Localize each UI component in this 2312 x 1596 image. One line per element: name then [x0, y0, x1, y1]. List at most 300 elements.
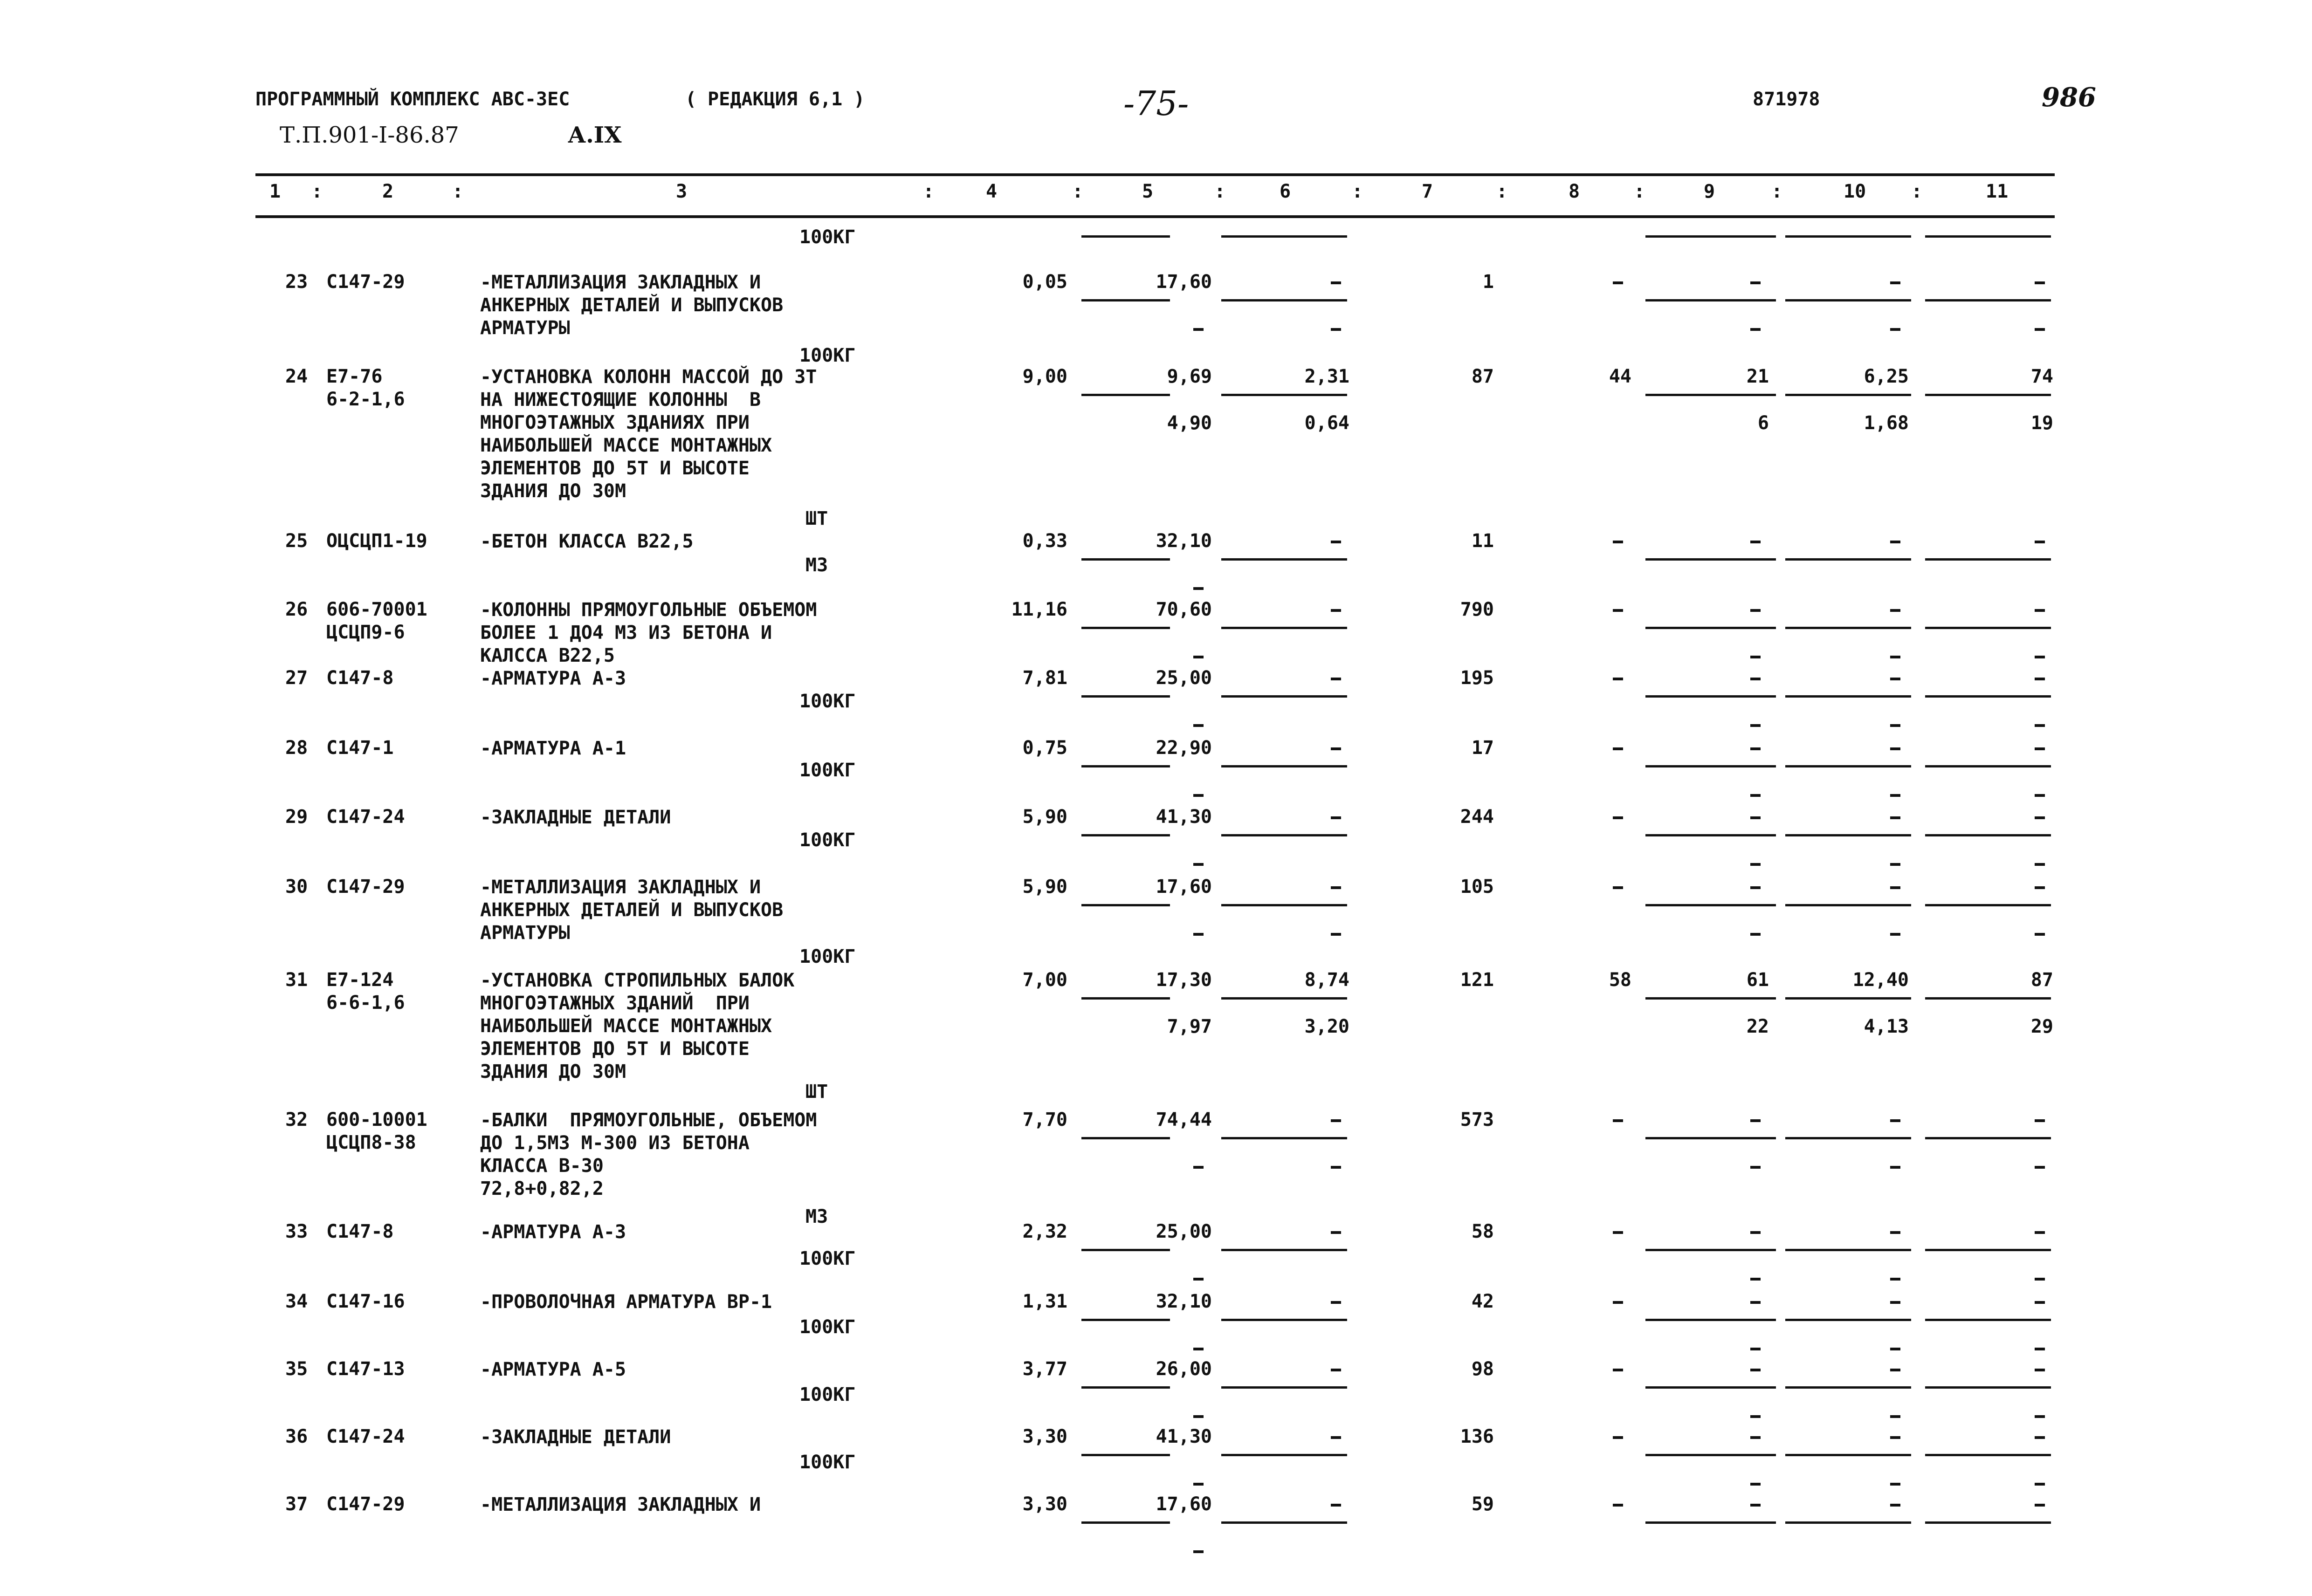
- quantity: 0,75: [1022, 737, 1067, 759]
- total-labor: [2035, 678, 2045, 680]
- quantity: 0,05: [1022, 271, 1067, 293]
- machine-cost: [1750, 747, 1761, 750]
- table-header-rule: [255, 215, 2055, 218]
- album-label: А.IX: [568, 122, 622, 148]
- machine-cost-secondary: [1750, 328, 1761, 331]
- row-number: 32: [285, 1109, 308, 1130]
- cell-rule: [1081, 997, 1170, 1000]
- cell-rule: [1221, 834, 1347, 836]
- cell-rule: [1081, 627, 1170, 629]
- unit-cost-secondary: [1193, 1483, 1204, 1486]
- labor-hours: [1890, 281, 1900, 284]
- cell-rule: [1785, 765, 1911, 767]
- row-number: 26: [285, 599, 308, 620]
- total-labor-secondary: [2035, 1415, 2045, 1418]
- wage-cost: [1331, 886, 1341, 889]
- total-cost: 87: [1471, 366, 1494, 387]
- quantity: 7,81: [1022, 667, 1067, 689]
- unit-cost: 41,30: [1156, 806, 1212, 828]
- total-cost: 105: [1460, 876, 1494, 897]
- unit-label: 100КГ: [799, 345, 856, 366]
- rate-code: ЦСЦП9-6: [326, 622, 405, 643]
- total-wages: [1613, 609, 1623, 612]
- program-title: ПРОГРАММНЫЙ КОМПЛЕКС АВС-ЗЕС: [255, 89, 570, 110]
- rate-code: ОЦСЦП1-19: [326, 530, 427, 552]
- cell-rule: [1925, 1521, 2051, 1524]
- total-labor: [2035, 886, 2045, 889]
- total-labor-secondary: [2035, 794, 2045, 797]
- cell-rule: [1925, 1137, 2051, 1139]
- cell-rule: [1221, 394, 1347, 396]
- wage-cost-secondary: 0,64: [1304, 412, 1349, 434]
- row-number: 27: [285, 667, 308, 689]
- wage-cost-secondary: [1331, 328, 1341, 331]
- quantity: 7,70: [1022, 1109, 1067, 1130]
- total-labor: [2035, 281, 2045, 284]
- row-number: 29: [285, 806, 308, 828]
- rate-code: 6-2-1,6: [326, 389, 405, 410]
- total-labor-secondary: 19: [2030, 412, 2053, 434]
- cell-rule: [1081, 1386, 1170, 1389]
- rate-code: С147-24: [326, 806, 405, 828]
- column-header-5: 5: [1142, 181, 1154, 202]
- machine-cost-secondary: [1750, 1483, 1761, 1486]
- wage-cost: [1331, 1504, 1341, 1507]
- total-wages: [1613, 281, 1623, 284]
- column-separator: :: [311, 181, 323, 202]
- work-description: -МЕТАЛЛИЗАЦИЯ ЗАКЛАДНЫХ И: [480, 1494, 761, 1515]
- quantity: 5,90: [1022, 806, 1067, 828]
- cell-rule: [1221, 627, 1347, 629]
- row-number: 28: [285, 737, 308, 759]
- rate-code: Е7-124: [326, 969, 394, 991]
- total-labor-secondary: [2035, 863, 2045, 866]
- quantity: 11,16: [1011, 599, 1067, 620]
- cell-rule: [1785, 1137, 1911, 1139]
- machine-cost-secondary: [1750, 794, 1761, 797]
- machine-cost-secondary: [1750, 933, 1761, 936]
- labor-hours: [1890, 816, 1900, 819]
- machine-cost: [1750, 541, 1761, 543]
- cell-rule: [1081, 558, 1170, 561]
- total-labor: [2035, 1504, 2045, 1507]
- cell-rule: [1645, 695, 1776, 698]
- unit-cost-secondary: [1193, 587, 1204, 590]
- wage-cost: 2,31: [1304, 366, 1349, 387]
- cell-rule: [1221, 997, 1347, 1000]
- cell-rule: [1925, 997, 2051, 1000]
- unit-cost: 32,10: [1156, 530, 1212, 552]
- unit-label: 100КГ: [799, 1316, 856, 1338]
- table-top-rule: [255, 173, 2055, 176]
- machine-cost-secondary: [1750, 1166, 1761, 1169]
- work-description: -ЗАКЛАДНЫЕ ДЕТАЛИ: [480, 1426, 671, 1448]
- unit-label: 100КГ: [799, 1452, 856, 1473]
- quantity: 3,77: [1022, 1358, 1067, 1380]
- total-labor: [2035, 816, 2045, 819]
- wage-cost-secondary: [1331, 933, 1341, 936]
- total-cost: 11: [1471, 530, 1494, 552]
- unit-cost-secondary: [1193, 933, 1204, 936]
- cell-rule: [1785, 1454, 1911, 1456]
- wage-cost: [1331, 747, 1341, 750]
- cell-rule: [1785, 997, 1911, 1000]
- rate-code: С147-16: [326, 1291, 405, 1312]
- unit-label: М3: [805, 555, 828, 576]
- machine-cost-secondary: 6: [1757, 412, 1769, 434]
- unit-cost-secondary: [1193, 656, 1204, 658]
- work-description: -БАЛКИ ПРЯМОУГОЛЬНЫЕ, ОБЪЕМОМ ДО 1,5М3 М-300 ИЗ БЕТОНА КЛАССА В-30 72,8+0,82,2: [480, 1110, 817, 1199]
- labor-hours-secondary: [1890, 656, 1900, 658]
- quantity: 3,30: [1022, 1493, 1067, 1515]
- total-labor-secondary: [2035, 328, 2045, 331]
- cell-rule: [1221, 1521, 1347, 1524]
- unit-cost-secondary: [1193, 1550, 1204, 1553]
- cell-rule: [1925, 1386, 2051, 1389]
- machine-cost: [1750, 1119, 1761, 1122]
- total-wages: [1613, 1231, 1623, 1234]
- quantity: 5,90: [1022, 876, 1067, 897]
- column-separator: :: [1496, 181, 1508, 202]
- rate-code: Е7-76: [326, 366, 383, 387]
- labor-hours-secondary: [1890, 1483, 1900, 1486]
- machine-cost: 21: [1746, 366, 1769, 387]
- quantity: 7,00: [1022, 969, 1067, 991]
- cell-rule: [1645, 394, 1776, 396]
- unit-cost-secondary: [1193, 1278, 1204, 1281]
- total-wages: [1613, 1301, 1623, 1304]
- unit-cost-secondary: [1193, 794, 1204, 797]
- unit-cost-secondary: [1193, 328, 1204, 331]
- machine-cost: [1750, 609, 1761, 612]
- cell-rule: [1081, 1319, 1170, 1321]
- labor-hours-secondary: 4,13: [1864, 1016, 1909, 1037]
- cell-rule: [1925, 235, 2051, 238]
- labor-hours: [1890, 1231, 1900, 1234]
- cell-rule: [1785, 1319, 1911, 1321]
- rate-code: С147-8: [326, 667, 394, 689]
- cell-rule: [1221, 695, 1347, 698]
- cell-rule: [1785, 299, 1911, 301]
- document-reference: Т.П.901-I-86.87: [280, 122, 459, 148]
- cell-rule: [1081, 834, 1170, 836]
- total-cost: 17: [1471, 737, 1494, 759]
- cell-rule: [1925, 394, 2051, 396]
- total-cost: 42: [1471, 1291, 1494, 1312]
- labor-hours: [1890, 1119, 1900, 1122]
- edition-label: ( РЕДАКЦИЯ 6,1 ): [685, 89, 865, 110]
- unit-label: 100КГ: [799, 946, 856, 967]
- cell-rule: [1785, 834, 1911, 836]
- total-cost: 58: [1471, 1221, 1494, 1242]
- labor-hours-secondary: 1,68: [1864, 412, 1909, 434]
- cell-rule: [1081, 1137, 1170, 1139]
- total-labor-secondary: 29: [2030, 1016, 2053, 1037]
- cell-rule: [1645, 834, 1776, 836]
- machine-cost: [1750, 678, 1761, 680]
- column-separator: :: [452, 181, 464, 202]
- column-separator: :: [1634, 181, 1645, 202]
- work-description: -УСТАНОВКА СТРОПИЛЬНЫХ БАЛОК МНОГОЭТАЖНЫХ ЗДАНИЙ ПРИ НАИБОЛЬШЕЙ МАССЕ МОНТАЖНЫХ ЭЛЕМЕНТОВ ДО 5Т И ВЫСОТЕ ЗДАНИЯ ДО 30М: [480, 970, 795, 1082]
- unit-cost: 25,00: [1156, 667, 1212, 689]
- total-wages: 58: [1609, 969, 1631, 991]
- wage-cost-secondary: 3,20: [1304, 1016, 1349, 1037]
- unit-label: 100КГ: [799, 691, 856, 712]
- wage-cost: [1331, 281, 1341, 284]
- rate-code: 606-70001: [326, 599, 427, 620]
- total-labor: [2035, 1369, 2045, 1371]
- total-labor-secondary: [2035, 1483, 2045, 1486]
- cell-rule: [1785, 394, 1911, 396]
- total-cost: 790: [1460, 599, 1494, 620]
- cell-rule: [1221, 1454, 1347, 1456]
- work-description: -ПРОВОЛОЧНАЯ АРМАТУРА ВР-1: [480, 1291, 772, 1313]
- labor-hours-secondary: [1890, 1348, 1900, 1350]
- wage-cost: [1331, 1119, 1341, 1122]
- row-number: 33: [285, 1221, 308, 1242]
- column-header-4: 4: [986, 181, 998, 202]
- column-header-9: 9: [1704, 181, 1715, 202]
- cell-rule: [1221, 1137, 1347, 1139]
- work-description: -АРМАТУРА А-1: [480, 738, 626, 759]
- cell-rule: [1645, 1454, 1776, 1456]
- work-description: -УСТАНОВКА КОЛОНН МАССОЙ ДО 3Т НА НИЖЕСТОЯЩИЕ КОЛОННЫ В МНОГОЭТАЖНЫХ ЗДАНИЯХ ПРИ НАИБОЛЬШЕЙ МАССЕ МОНТАЖНЫХ ЭЛЕМЕНТОВ ДО 5Т И ВЫСОТЕ ЗДАНИЯ ДО 30М: [480, 366, 817, 502]
- cell-rule: [1081, 299, 1170, 301]
- cell-rule: [1645, 1386, 1776, 1389]
- machine-cost: [1750, 886, 1761, 889]
- cell-rule: [1925, 558, 2051, 561]
- cell-rule: [1081, 1521, 1170, 1524]
- cell-rule: [1081, 394, 1170, 396]
- rate-code: С147-24: [326, 1426, 405, 1447]
- wage-cost: 8,74: [1304, 969, 1349, 991]
- unit-label: 100КГ: [799, 829, 856, 851]
- labor-hours-secondary: [1890, 863, 1900, 866]
- labor-hours-secondary: [1890, 1415, 1900, 1418]
- machine-cost: [1750, 1504, 1761, 1507]
- cell-rule: [1081, 695, 1170, 698]
- total-wages: [1613, 541, 1623, 543]
- cell-rule: [1785, 627, 1911, 629]
- row-number: 25: [285, 530, 308, 552]
- machine-cost: [1750, 1231, 1761, 1234]
- labor-hours-secondary: [1890, 1278, 1900, 1281]
- total-labor: [2035, 609, 2045, 612]
- cell-rule: [1645, 1137, 1776, 1139]
- row-number: 35: [285, 1358, 308, 1380]
- cell-rule: [1645, 1319, 1776, 1321]
- column-header-8: 8: [1569, 181, 1580, 202]
- rate-code: С147-29: [326, 1493, 405, 1515]
- wage-cost: [1331, 1301, 1341, 1304]
- unit-cost-secondary: [1193, 1166, 1204, 1169]
- unit-cost: 17,60: [1156, 271, 1212, 293]
- unit-cost-secondary: 7,97: [1167, 1016, 1212, 1037]
- total-wages: [1613, 747, 1623, 750]
- work-description: -АРМАТУРА А-3: [480, 668, 626, 689]
- labor-hours: [1890, 1369, 1900, 1371]
- cell-rule: [1785, 904, 1911, 906]
- unit-cost: 70,60: [1156, 599, 1212, 620]
- wage-cost: [1331, 1436, 1341, 1439]
- rate-code: С147-13: [326, 1358, 405, 1380]
- machine-cost: [1750, 281, 1761, 284]
- cell-rule: [1221, 765, 1347, 767]
- page-number: -75-: [1123, 84, 1189, 123]
- wage-cost: [1331, 1369, 1341, 1371]
- rate-code: С147-8: [326, 1221, 394, 1242]
- quantity: 2,32: [1022, 1221, 1067, 1242]
- cell-rule: [1221, 1249, 1347, 1251]
- labor-hours: [1890, 1301, 1900, 1304]
- labor-hours: [1890, 747, 1900, 750]
- column-header-1: 1: [269, 181, 281, 202]
- total-labor: [2035, 1231, 2045, 1234]
- total-cost: 195: [1460, 667, 1494, 689]
- cell-rule: [1925, 904, 2051, 906]
- cell-rule: [1785, 695, 1911, 698]
- wage-cost: [1331, 1231, 1341, 1234]
- unit-cost: 17,60: [1156, 876, 1212, 897]
- work-description: -АРМАТУРА А-5: [480, 1359, 626, 1380]
- column-separator: :: [1771, 181, 1783, 202]
- unit-cost: 32,10: [1156, 1291, 1212, 1312]
- unit-label: 100КГ: [799, 1384, 856, 1405]
- work-description: -ЗАКЛАДНЫЕ ДЕТАЛИ: [480, 807, 671, 828]
- cell-rule: [1081, 1454, 1170, 1456]
- total-wages: [1613, 816, 1623, 819]
- total-labor: 87: [2030, 969, 2053, 991]
- rate-code: С147-29: [326, 876, 405, 897]
- total-cost: 1: [1482, 271, 1494, 293]
- cell-rule: [1925, 1454, 2051, 1456]
- total-labor: [2035, 1119, 2045, 1122]
- machine-cost-secondary: [1750, 656, 1761, 658]
- column-header-7: 7: [1422, 181, 1433, 202]
- work-description: -АРМАТУРА А-3: [480, 1221, 626, 1243]
- cell-rule: [1081, 1249, 1170, 1251]
- cell-rule: [1221, 904, 1347, 906]
- unit-cost-secondary: 4,90: [1167, 412, 1212, 434]
- row-number: 30: [285, 876, 308, 897]
- column-separator: :: [1072, 181, 1084, 202]
- cell-rule: [1221, 299, 1347, 301]
- total-wages: [1613, 1504, 1623, 1507]
- quantity: 1,31: [1022, 1291, 1067, 1312]
- total-cost: 136: [1460, 1426, 1494, 1447]
- row-number: 23: [285, 271, 308, 293]
- unit-cost: 9,69: [1167, 366, 1212, 387]
- total-labor-secondary: [2035, 656, 2045, 658]
- labor-hours: [1890, 609, 1900, 612]
- quantity: 9,00: [1022, 366, 1067, 387]
- total-cost: 59: [1471, 1493, 1494, 1515]
- rate-code: 6-6-1,6: [326, 992, 405, 1014]
- labor-hours-secondary: [1890, 724, 1900, 727]
- quantity: 0,33: [1022, 530, 1067, 552]
- labor-hours-secondary: [1890, 794, 1900, 797]
- unit-cost-secondary: [1193, 724, 1204, 727]
- cell-rule: [1925, 695, 2051, 698]
- machine-cost: [1750, 1369, 1761, 1371]
- total-labor-secondary: [2035, 1166, 2045, 1169]
- row-number: 37: [285, 1493, 308, 1515]
- cell-rule: [1645, 765, 1776, 767]
- unit-cost-secondary: [1193, 1348, 1204, 1350]
- quantity: 3,30: [1022, 1426, 1067, 1447]
- unit-cost: 22,90: [1156, 737, 1212, 759]
- total-labor-secondary: [2035, 1348, 2045, 1350]
- labor-hours: [1890, 678, 1900, 680]
- total-labor: [2035, 1301, 2045, 1304]
- cell-rule: [1221, 235, 1347, 238]
- wage-cost: [1331, 609, 1341, 612]
- cell-rule: [1925, 1319, 2051, 1321]
- machine-cost: 61: [1746, 969, 1769, 991]
- cell-rule: [1785, 1386, 1911, 1389]
- cell-rule: [1081, 235, 1170, 238]
- total-wages: 44: [1609, 366, 1631, 387]
- machine-cost-secondary: 22: [1746, 1016, 1769, 1037]
- total-wages: [1613, 1436, 1623, 1439]
- work-description: -КОЛОННЫ ПРЯМОУГОЛЬНЫЕ ОБЪЕМОМ БОЛЕЕ 1 ДО4 М3 ИЗ БЕТОНА И КАЛССА В22,5: [480, 599, 817, 666]
- total-labor-secondary: [2035, 1278, 2045, 1281]
- total-labor: [2035, 1436, 2045, 1439]
- cell-rule: [1785, 558, 1911, 561]
- column-header-6: 6: [1280, 181, 1291, 202]
- total-wages: [1613, 1119, 1623, 1122]
- machine-cost-secondary: [1750, 724, 1761, 727]
- unit-label: 100КГ: [799, 760, 856, 781]
- cell-rule: [1645, 235, 1776, 238]
- unit-cost: 74,44: [1156, 1109, 1212, 1130]
- machine-cost-secondary: [1750, 1415, 1761, 1418]
- column-header-3: 3: [676, 181, 688, 202]
- unit-label: 100КГ: [799, 1248, 856, 1269]
- work-description: -БЕТОН КЛАССА В22,5: [480, 531, 694, 552]
- cell-rule: [1081, 904, 1170, 906]
- cell-rule: [1925, 765, 2051, 767]
- labor-hours: [1890, 541, 1900, 543]
- labor-hours: [1890, 1504, 1900, 1507]
- cell-rule: [1925, 834, 2051, 836]
- cell-rule: [1925, 1249, 2051, 1251]
- unit-cost: 17,30: [1156, 969, 1212, 991]
- total-cost: 121: [1460, 969, 1494, 991]
- machine-cost-secondary: [1750, 1348, 1761, 1350]
- cell-rule: [1221, 1319, 1347, 1321]
- total-labor: 74: [2030, 366, 2053, 387]
- total-cost: 244: [1460, 806, 1494, 828]
- column-separator: :: [1352, 181, 1363, 202]
- total-labor: [2035, 541, 2045, 543]
- cell-rule: [1785, 1249, 1911, 1251]
- column-header-10: 10: [1844, 181, 1866, 202]
- handwritten-sheet-number: 986: [2042, 82, 2096, 113]
- cell-rule: [1081, 765, 1170, 767]
- machine-cost: [1750, 1436, 1761, 1439]
- rate-code: С147-1: [326, 737, 394, 759]
- total-wages: [1613, 886, 1623, 889]
- unit-label: 100КГ: [799, 226, 856, 248]
- cell-rule: [1925, 299, 2051, 301]
- cell-rule: [1221, 1386, 1347, 1389]
- unit-cost-secondary: [1193, 863, 1204, 866]
- row-number: 31: [285, 969, 308, 991]
- cell-rule: [1785, 1521, 1911, 1524]
- row-number: 36: [285, 1426, 308, 1447]
- machine-cost: [1750, 1301, 1761, 1304]
